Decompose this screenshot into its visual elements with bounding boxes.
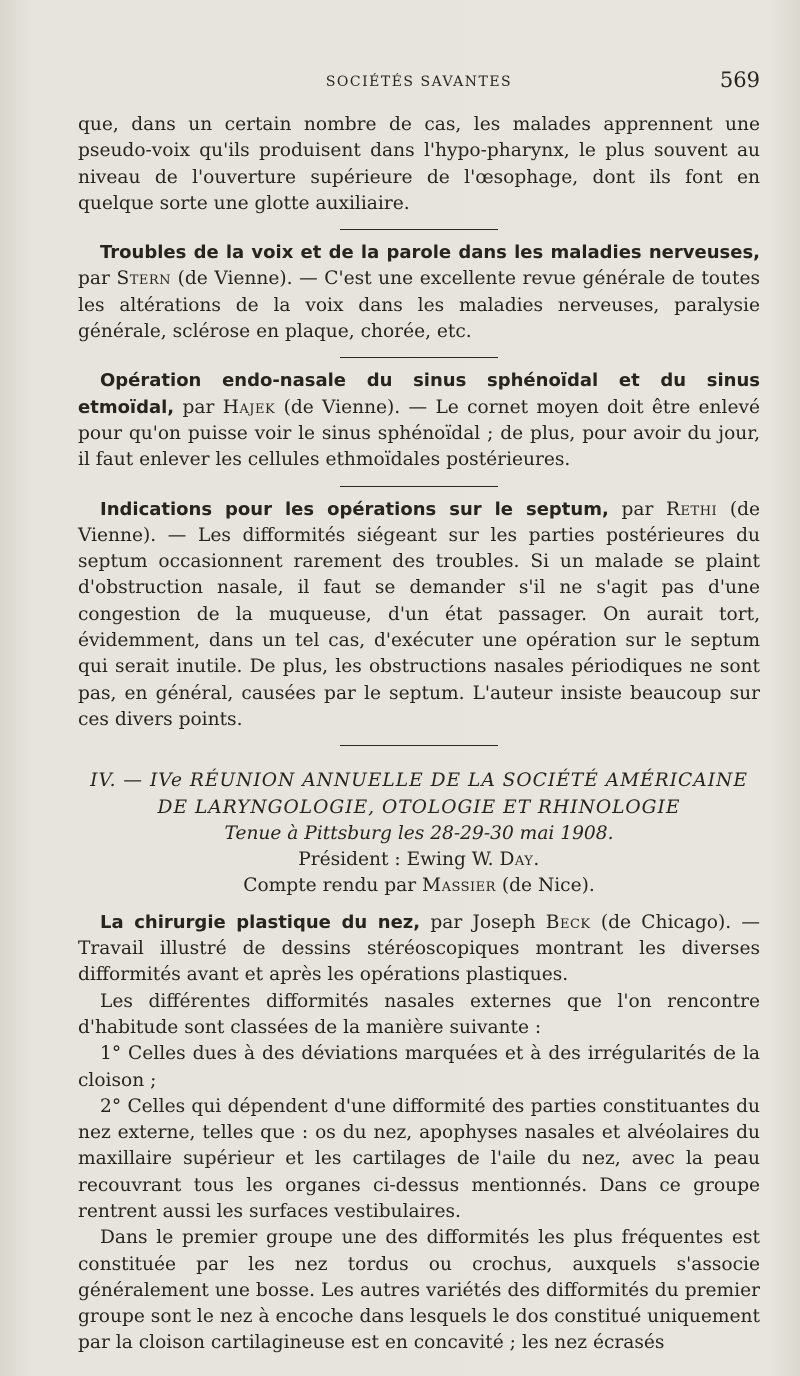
meeting-date: Tenue à Pittsburg les 28-29-30 mai 1908. xyxy=(224,822,614,844)
article-title: Opération endo-nasale du sinus sphénoïdal et du sinus etmoïdal, xyxy=(78,370,760,418)
separator-rule xyxy=(340,229,498,230)
paragraph: Les différentes difformités nasales externes que l'on rencontre d'habitude sont classées de la manière suivante : xyxy=(78,990,760,1038)
separator-rule xyxy=(340,486,498,487)
report-line xyxy=(78,873,760,899)
separator-rule xyxy=(340,357,498,358)
president-line xyxy=(78,847,760,873)
page-header xyxy=(78,68,760,98)
article-by: par Joseph xyxy=(430,911,536,933)
article-body: (de Vienne). — Le cornet moyen doit être enlevé pour qu'on puisse voir le sinus sphénoïdal ; de plus, pour avoir du jour, il faut enlever les cellules ethmoïdales postérieures. xyxy=(78,396,760,471)
report-label: Compte rendu par xyxy=(243,875,417,897)
president-name: Day. xyxy=(499,849,540,871)
article-body: (de Vienne). — Les difformités siégeant sur les parties postérieures du septum occasionnent rarement des troubles. Si un malade se plaint d'obstruction nasale, il faut se demander s'il ne s'agit pas d'une congestion de la muqueuse, d'un état passager. On aurait tort, évidemment, dans un tel cas, d'exécuter une opération sur le septum qui serait inutile. De plus, les obstructions nasales périodiques ne sont pas, en général, causées par le septum. L'auteur insiste beaucoup sur ces divers points. xyxy=(78,498,760,730)
article-title: La chirurgie plastique du nez, xyxy=(100,911,421,933)
paragraph-continuation: que, dans un certain nombre de cas, les malades apprennent une pseudo-voix qu'ils produisent dans l'hypo-pharynx, le plus souvent au niveau de l'ouverture supérieure de l'œsophage, dont ils font en quelque sorte une glotte auxiliaire. xyxy=(78,114,760,214)
report-place: (de Nice). xyxy=(501,875,595,897)
article-chirurgie-plastique xyxy=(78,910,760,989)
article-body: (de Vienne). — C'est une excellente revue générale de toutes les altérations de la voix dans les maladies nerveuses, paralysie générale, sclérose en plaque, chorée, etc. xyxy=(78,268,760,343)
president-label: Président : Ewing W. xyxy=(298,849,494,871)
page-number: 569 xyxy=(719,68,760,92)
article-title: Indications pour les opérations sur le septum, xyxy=(100,498,609,520)
paragraph: Dans le premier groupe une des difformités les plus fréquentes est constituée par les nez tordus ou crochus, auxquels s'associe généralement une bosse. Les autres variétés des difformités du premier groupe sont le nez à encoche dans lesquels le dos constitué uniquement par la cloison cartilagineuse est en concavité ; les nez écrasés xyxy=(78,1227,760,1354)
article-by: par xyxy=(182,396,215,418)
article-author: Stern xyxy=(116,268,172,290)
section-heading-line-1: IV. — IVe RÉUNION ANNUELLE DE LA SOCIÉTÉ AMÉRICAINE xyxy=(90,770,748,792)
paragraph: 1° Celles dues à des déviations marquées et à des irrégularités de la cloison ; xyxy=(78,1043,760,1091)
section-heading-line-2: DE LARYNGOLOGIE, OTOLOGIE ET RHINOLOGIE xyxy=(157,796,681,818)
article-troubles-voix xyxy=(78,240,760,345)
article-body: (de Chicago). — Travail illustré de dessins stéréoscopiques montrant les diverses difformités avant et après les opérations plastiques. xyxy=(78,911,760,986)
paragraph: 2° Celles qui dépendent d'une difformité des parties constituantes du nez externe, telles que : os du nez, apophyses nasales et alvéolaires du maxillaire supérieur et les cartilages de l'aile du nez, avec la peau recouvrant tous les organes ci-dessus mentionnés. Dans ce groupe rentrent aussi les surfaces vestibulaires. xyxy=(78,1095,760,1222)
section-heading xyxy=(78,768,760,899)
running-head: SOCIÉTÉS SAVANTES xyxy=(325,74,513,90)
report-author: Massier xyxy=(422,875,496,897)
article-by: par xyxy=(78,268,110,290)
article-author: Rethi xyxy=(666,498,718,520)
article-author: Hajek xyxy=(222,396,276,418)
article-by: par xyxy=(621,498,654,520)
article-septum xyxy=(78,497,760,734)
page-body xyxy=(78,112,760,1357)
article-author: Beck xyxy=(545,911,591,933)
article-title: Troubles de la voix et de la parole dans les maladies nerveuses, xyxy=(100,242,760,264)
separator-rule xyxy=(340,745,498,746)
article-operation-sinus xyxy=(78,368,760,473)
